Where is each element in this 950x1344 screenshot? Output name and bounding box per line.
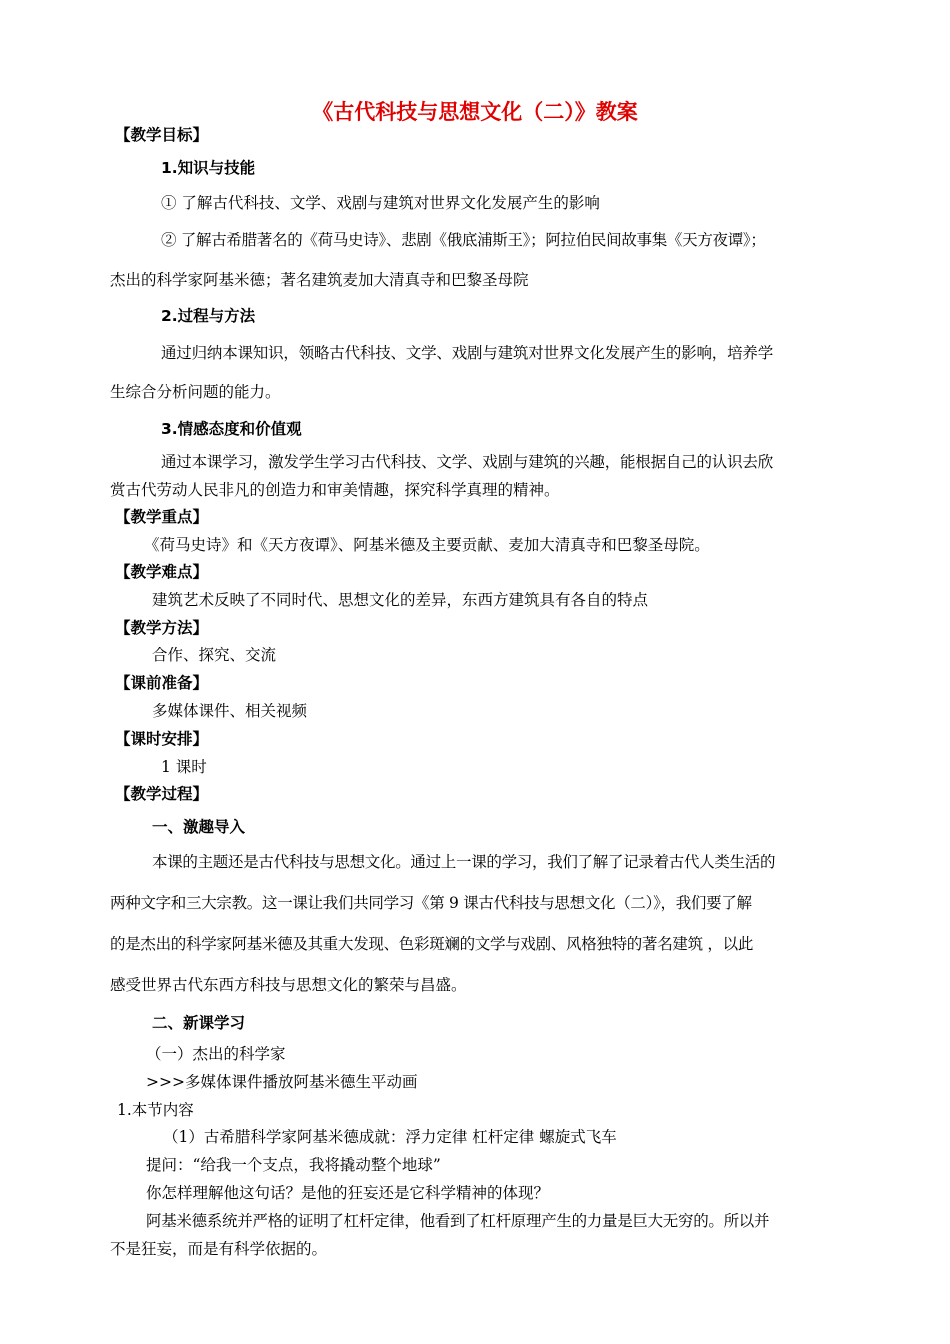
methods-text: 合作、探究、交流 <box>152 646 277 664</box>
difficulties-text: 建筑艺术反映了不同时代、思想文化的差异，东西方建筑具有各自的特点 <box>152 591 649 609</box>
intro-line-1: 本课的主题还是古代科技与思想文化。通过上一课的学习，我们了解了记录着古代人类生活的 <box>152 853 776 871</box>
question-followup: 你怎样理解他这句话？是他的狂妄还是它科学精神的体现？ <box>146 1184 550 1202</box>
answer-line-2: 不是狂妄，而是有科学依据的。 <box>110 1240 328 1258</box>
teaching-process-heading: 【教学过程】 <box>115 785 209 803</box>
process-method-heading: 2.过程与方法 <box>161 307 256 325</box>
attitude-values-line-1: 通过本课学习，激发学生学习古代科技、文学、戏剧与建筑的兴趣，能根据自己的认识去欣 <box>161 453 774 471</box>
intro-line-4: 感受世界古代东西方科技与思想文化的繁荣与昌盛。 <box>110 976 467 994</box>
schedule-heading: 【课时安排】 <box>115 730 209 748</box>
knowledge-skills-heading: 1.知识与技能 <box>161 159 256 177</box>
media-playback-line: >>>多媒体课件播放阿基米德生平动画 <box>146 1073 418 1091</box>
key-points-heading: 【教学重点】 <box>115 508 209 526</box>
attitude-values-heading: 3.情感态度和价值观 <box>161 420 302 438</box>
knowledge-item-2-line-1: ② 了解古希腊著名的《荷马史诗》、悲剧《俄底浦斯王》；阿拉伯民间故事集《天方夜谭》； <box>161 231 766 249</box>
schedule-text: 1 课时 <box>161 758 207 776</box>
preparation-text: 多媒体课件、相关视频 <box>152 702 308 720</box>
process-method-line-2: 生综合分析问题的能力。 <box>110 383 281 401</box>
process-method-line-1: 通过归纳本课知识，领略古代科技、文学、戏剧与建筑对世界文化发展产生的影响，培养学 <box>161 344 774 362</box>
knowledge-item-1: ① 了解古代科技、文学、戏剧与建筑对世界文化发展产生的影响 <box>161 194 600 212</box>
document-title: 《古代科技与思想文化（二）》教案 <box>312 100 638 124</box>
archimedes-achievements: （1）古希腊科学家阿基米德成就：浮力定律 杠杆定律 螺旋式飞车 <box>163 1128 617 1146</box>
intro-line-3: 的是杰出的科学家阿基米德及其重大发现、色彩斑斓的文学与戏剧、风格独特的著名建筑 ，以此 <box>110 935 754 953</box>
section-content-heading: 1.本节内容 <box>117 1101 194 1119</box>
attitude-values-line-2: 赏古代劳动人民非凡的创造力和审美情趣，探究科学真理的精神。 <box>110 481 560 499</box>
answer-line-1: 阿基米德系统并严格的证明了杠杆定律，他看到了杠杆原理产生的力量是巨大无穷的。所以并 <box>146 1212 770 1230</box>
knowledge-item-2-line-2: 杰出的科学家阿基米德；著名建筑麦加大清真寺和巴黎圣母院 <box>110 271 529 289</box>
intro-heading: 一、激趣导入 <box>152 818 246 836</box>
intro-line-2: 两种文字和三大宗教。这一课让我们共同学习《第 9 课古代科技与思想文化（二）》，我们要了解 <box>110 894 752 912</box>
section-scientists: （一）杰出的科学家 <box>146 1045 286 1063</box>
objectives-heading: 【教学目标】 <box>115 126 209 144</box>
preparation-heading: 【课前准备】 <box>115 674 209 692</box>
key-points-text: 《荷马史诗》和《天方夜谭》、阿基米德及主要贡献、麦加大清真寺和巴黎圣母院。 <box>144 536 710 554</box>
new-lesson-heading: 二、新课学习 <box>152 1014 246 1032</box>
difficulties-heading: 【教学难点】 <box>115 563 209 581</box>
methods-heading: 【教学方法】 <box>115 619 209 637</box>
question-prompt: 提问：“给我一个支点，我将撬动整个地球” <box>146 1156 441 1174</box>
